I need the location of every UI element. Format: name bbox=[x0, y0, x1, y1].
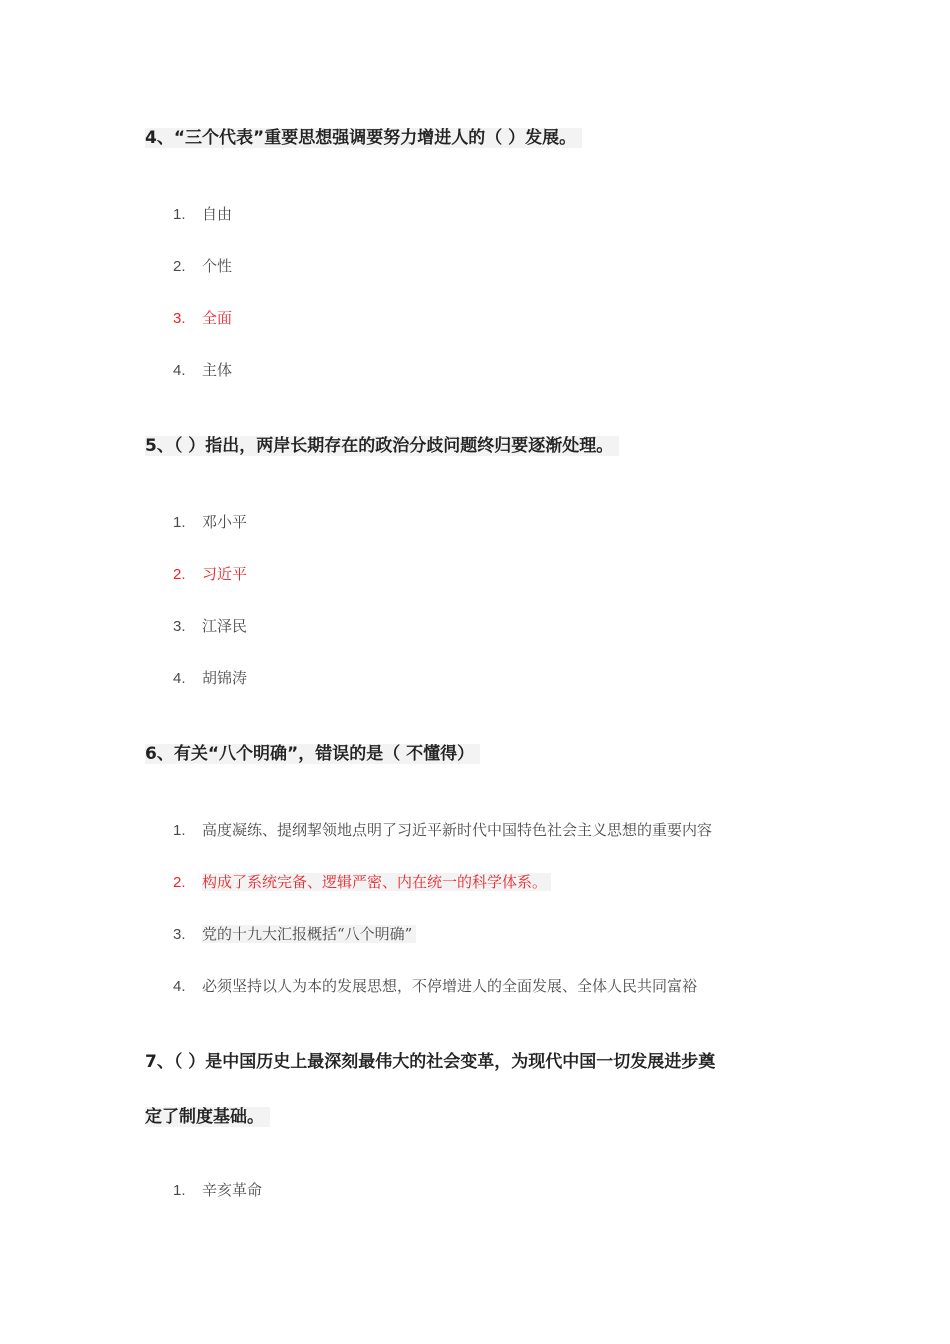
option-number: 2. bbox=[173, 566, 186, 583]
option-text: 自由 bbox=[202, 205, 233, 223]
option-text: 江泽民 bbox=[202, 617, 248, 635]
option-q4-1 bbox=[173, 203, 232, 226]
question-6 bbox=[145, 741, 480, 767]
option-q6-4 bbox=[173, 975, 697, 998]
option-text: 邓小平 bbox=[202, 513, 248, 531]
question-text: （ ）指出，两岸长期存在的政治分歧问题终归要逐渐处理。 bbox=[173, 436, 614, 456]
option-number: 4. bbox=[173, 362, 186, 379]
question-text: （ ）是中国历史上最深刻最伟大的社会变革，为现代中国一切发展进步奠 bbox=[173, 1052, 716, 1072]
option-q4-2 bbox=[173, 255, 232, 278]
question-number: 7、 bbox=[145, 1052, 174, 1072]
option-text: 辛亥革命 bbox=[202, 1181, 263, 1199]
option-q6-1 bbox=[173, 819, 712, 842]
question-number: 6、 bbox=[145, 744, 174, 764]
question-7-line-2 bbox=[145, 1104, 270, 1130]
question-text: 定了制度基础。 bbox=[145, 1107, 270, 1127]
option-number: 4. bbox=[173, 670, 186, 687]
option-q6-2-correct bbox=[173, 871, 551, 894]
option-number: 2. bbox=[173, 874, 186, 891]
option-number: 4. bbox=[173, 978, 186, 995]
option-text: 个性 bbox=[202, 257, 233, 275]
option-text: 习近平 bbox=[202, 565, 248, 583]
option-q4-3-correct bbox=[173, 307, 232, 330]
option-number: 3. bbox=[173, 926, 186, 943]
option-q6-3 bbox=[173, 923, 416, 946]
question-6-text-wrap bbox=[145, 744, 480, 764]
option-text: 胡锦涛 bbox=[202, 669, 248, 687]
option-text: 必须坚持以人为本的发展思想，不停增进人的全面发展、全体人民共同富裕 bbox=[202, 977, 698, 995]
option-text: 党的十九大汇报概括“八个明确” bbox=[202, 925, 416, 943]
question-text: “三个代表”重要思想强调要努力增进人的（ ）发展。 bbox=[173, 128, 577, 148]
question-4-text-wrap bbox=[145, 128, 582, 148]
option-number: 1. bbox=[173, 1182, 186, 1199]
question-5-text-wrap bbox=[145, 436, 619, 456]
question-text: 有关“八个明确”，错误的是（ 不懂得） bbox=[173, 744, 475, 764]
option-text: 构成了系统完备、逻辑严密、内在统一的科学体系。 bbox=[202, 873, 551, 891]
question-5 bbox=[145, 433, 619, 459]
option-text: 主体 bbox=[202, 361, 233, 379]
option-number: 3. bbox=[173, 310, 186, 327]
option-number: 1. bbox=[173, 514, 186, 531]
option-q7-1 bbox=[173, 1179, 262, 1202]
option-number: 3. bbox=[173, 618, 186, 635]
option-text: 全面 bbox=[202, 309, 233, 327]
option-number: 1. bbox=[173, 206, 186, 223]
option-q5-2-correct bbox=[173, 563, 247, 586]
option-q4-4 bbox=[173, 359, 232, 382]
question-7-line-1 bbox=[145, 1049, 715, 1075]
option-number: 2. bbox=[173, 258, 186, 275]
option-q5-1 bbox=[173, 511, 247, 534]
question-4 bbox=[145, 125, 582, 151]
question-number: 4、 bbox=[145, 128, 174, 148]
option-q5-3 bbox=[173, 615, 247, 638]
option-number: 1. bbox=[173, 822, 186, 839]
option-q5-4 bbox=[173, 667, 247, 690]
option-text: 高度凝练、提纲挈领地点明了习近平新时代中国特色社会主义思想的重要内容 bbox=[202, 821, 713, 839]
question-number: 5、 bbox=[145, 436, 174, 456]
